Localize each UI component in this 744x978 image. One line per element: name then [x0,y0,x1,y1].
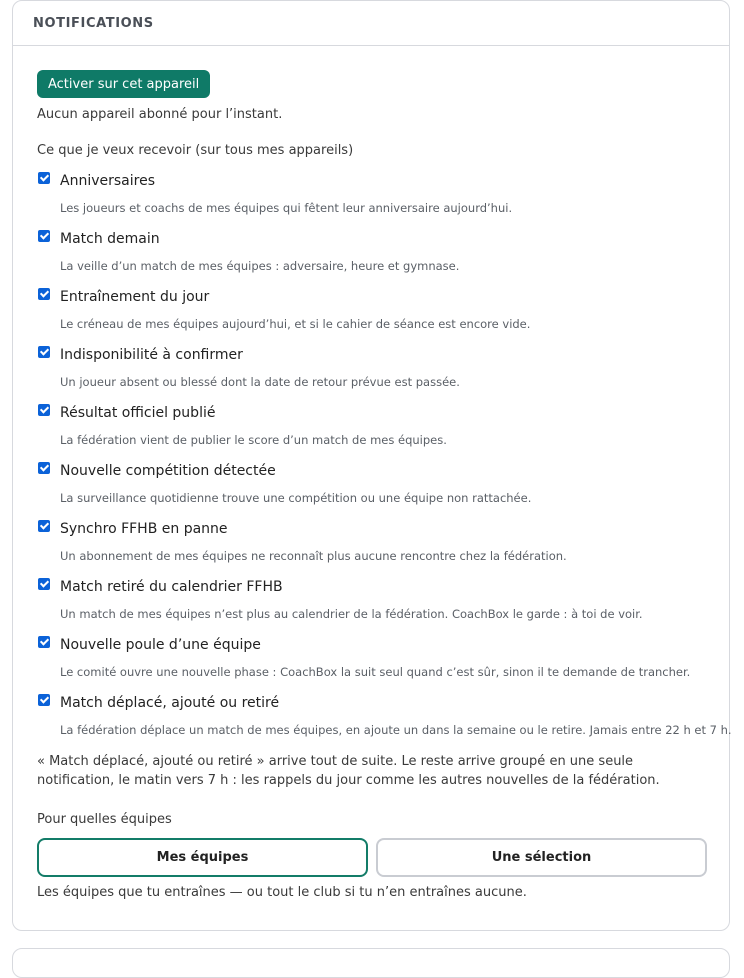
option-entrainement-du-jour[interactable] [37,287,717,345]
device-status-text: Aucun appareil abonné pour l’instant. [37,107,283,122]
option-description: La surveillance quotidienne trouve une compétition ou une équipe non rattachée. [60,491,532,505]
option-anniversaires[interactable] [37,171,717,229]
option-description: Le comité ouvre une nouvelle phase : CoachBox la suit seul quand c’est sûr, sinon il te demande de trancher. [60,665,691,679]
option-label: Synchro FFHB en panne [60,521,228,537]
option-description: Le créneau de mes équipes aujourd’hui, et si le cahier de séance est encore vide. [60,317,531,331]
selection-button[interactable]: Une sélection [376,838,707,877]
option-label: Entraînement du jour [60,289,210,305]
option-nouvelle-competition[interactable] [37,461,717,519]
card-header [13,1,729,46]
option-description: La fédération déplace un match de mes équipes, en ajoute un dans la semaine ou le retire. Jamais entre 22 h et 7 h. [60,723,732,737]
option-label: Match demain [60,231,160,247]
option-description: Un abonnement de mes équipes ne reconnaît plus aucune rencontre chez la fédération. [60,549,567,563]
teams-help-text: Les équipes que tu entraînes — ou tout le club si tu n’en entraînes aucune. [37,885,527,900]
teams-label: Pour quelles équipes [37,812,172,827]
checkbox[interactable] [38,636,50,648]
option-match-demain[interactable] [37,229,717,287]
card-title: NOTIFICATIONS [33,15,154,31]
checkbox[interactable] [38,578,50,590]
checkbox[interactable] [38,172,50,184]
option-description: Les joueurs et coachs de mes équipes qui fêtent leur anniversaire aujourd’hui. [60,201,513,215]
option-label: Nouvelle compétition détectée [60,463,276,479]
checkbox[interactable] [38,288,50,300]
option-resultat-officiel[interactable] [37,403,717,461]
option-indisponibilite[interactable] [37,345,717,403]
checkbox[interactable] [38,462,50,474]
option-description: Un match de mes équipes n’est plus au calendrier de la fédération. CoachBox le garde : à toi de voir. [60,607,643,621]
activate-device-button[interactable]: Activer sur cet appareil [37,70,210,98]
option-label: Anniversaires [60,173,155,189]
option-nouvelle-poule[interactable] [37,635,717,693]
option-label: Match retiré du calendrier FFHB [60,579,283,595]
option-description: Un joueur absent ou blessé dont la date de retour prévue est passée. [60,375,460,389]
checkbox[interactable] [38,520,50,532]
option-label: Résultat officiel publié [60,405,216,421]
option-synchro-ffhb[interactable] [37,519,717,577]
next-card [12,948,730,978]
option-label: Match déplacé, ajouté ou retiré [60,695,280,711]
option-label: Indisponibilité à confirmer [60,347,243,363]
my-teams-button[interactable]: Mes équipes [37,838,368,877]
delivery-note: « Match déplacé, ajouté ou retiré » arrive tout de suite. Le reste arrive groupé en une seule notification, le matin vers 7 h : les rappels du jour comme les autres nouvelles de la fédération. [37,754,660,788]
option-label: Nouvelle poule d’une équipe [60,637,261,653]
notifications-card [12,0,730,931]
checkbox[interactable] [38,404,50,416]
checkbox[interactable] [38,230,50,242]
option-description: La fédération vient de publier le score d’un match de mes équipes. [60,433,447,447]
checkbox[interactable] [38,346,50,358]
preferences-label: Ce que je veux recevoir (sur tous mes appareils) [37,143,354,158]
option-match-deplace[interactable] [37,693,732,751]
checkbox[interactable] [38,694,50,706]
option-description: La veille d’un match de mes équipes : adversaire, heure et gymnase. [60,259,460,273]
option-match-retire[interactable] [37,577,717,635]
